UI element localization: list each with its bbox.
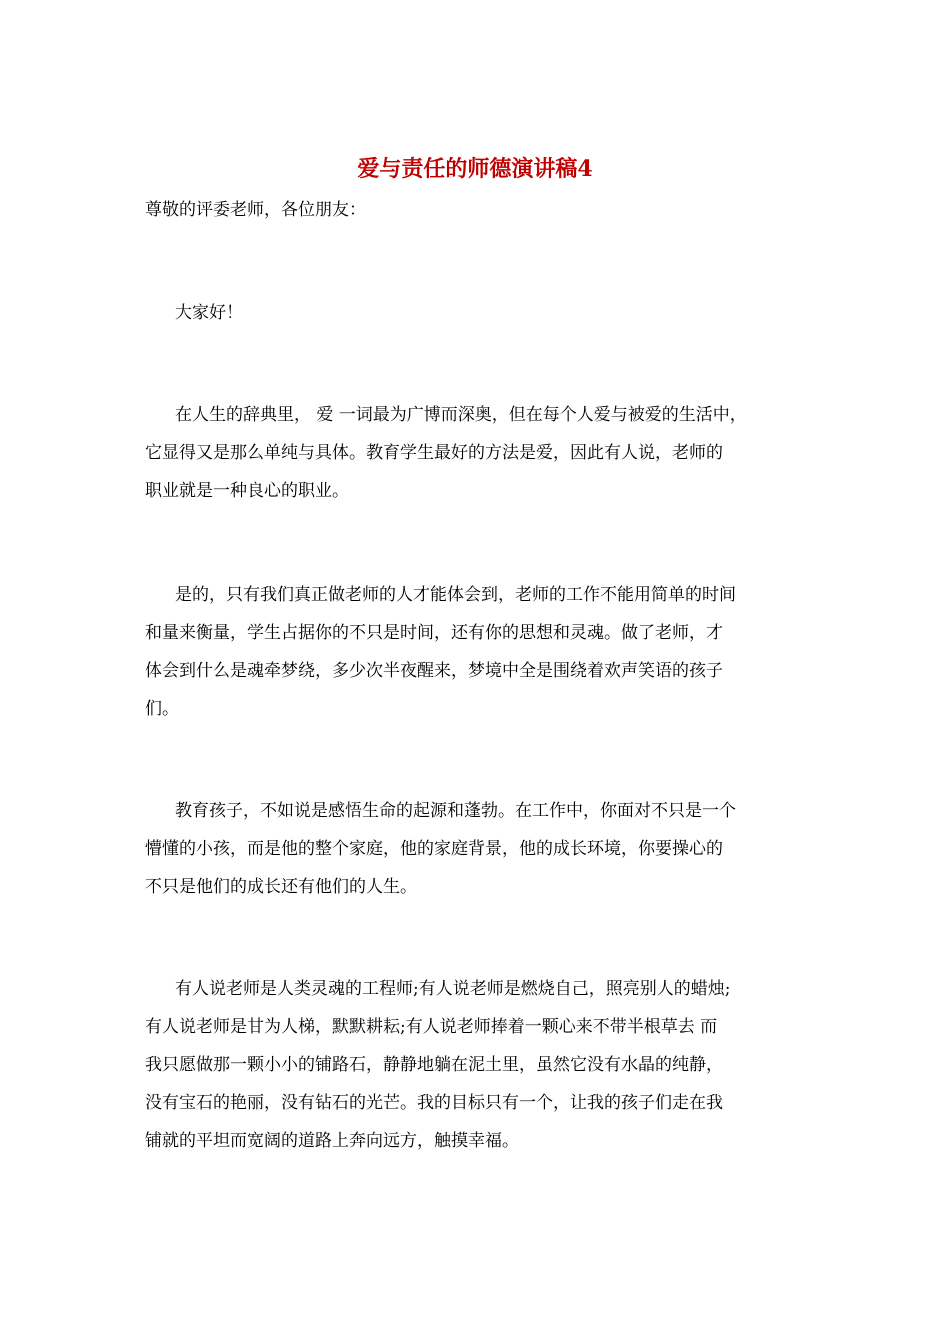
paragraph-line: 不只是他们的成长还有他们的人生。 xyxy=(145,877,417,897)
paragraph-line: 我只愿做那一颗小小的铺路石，静静地躺在泥土里，虽然它没有水晶的纯静， xyxy=(145,1055,723,1075)
paragraph-paving-stone xyxy=(145,970,825,1160)
paragraph-educating-children xyxy=(145,792,825,906)
paragraph-line: 懵懂的小孩，而是他的整个家庭，他的家庭背景，他的成长环境，你要操心的 xyxy=(145,839,723,859)
paragraph-line: 铺就的平坦而宽阔的道路上奔向远方，触摸幸福。 xyxy=(145,1131,519,1151)
paragraph-line: 教育孩子，不如说是感悟生命的起源和蓬勃。在工作中，你面对不只是一个 xyxy=(175,801,736,821)
paragraph-line: 在人生的辞典里， 爱 一词最为广博而深奥，但在每个人爱与被爱的生活中， xyxy=(175,405,747,425)
document-title: 爱与责任的师德演讲稿4 xyxy=(357,156,593,182)
paragraph-line: 体会到什么是魂牵梦绕，多少次半夜醒来，梦境中全是围绕着欢声笑语的孩子 xyxy=(145,661,723,681)
paragraph-teacher-work xyxy=(145,576,825,728)
paragraph-greeting xyxy=(145,294,825,332)
paragraph-line: 们。 xyxy=(145,699,179,719)
paragraph-line: 有人说老师是人类灵魂的工程师;有人说老师是燃烧自己，照亮别人的蜡烛; xyxy=(175,979,731,999)
paragraph-line: 是的，只有我们真正做老师的人才能体会到，老师的工作不能用简单的时间 xyxy=(175,585,736,605)
salutation: 尊敬的评委老师，各位朋友： xyxy=(145,200,366,220)
paragraph-line: 大家好！ xyxy=(175,303,243,323)
paragraph-love xyxy=(145,396,825,510)
paragraph-line: 没有宝石的艳丽，没有钻石的光芒。我的目标只有一个，让我的孩子们走在我 xyxy=(145,1093,723,1113)
paragraph-line: 职业就是一种良心的职业。 xyxy=(145,481,349,501)
paragraph-line: 它显得又是那么单纯与具体。教育学生最好的方法是爱，因此有人说，老师的 xyxy=(145,443,723,463)
paragraph-line: 和量来衡量，学生占据你的不只是时间，还有你的思想和灵魂。做了老师，才 xyxy=(145,623,723,643)
paragraph-line: 有人说老师是甘为人梯，默默耕耘;有人说老师捧着一颗心来不带半根草去 而 xyxy=(145,1017,718,1037)
